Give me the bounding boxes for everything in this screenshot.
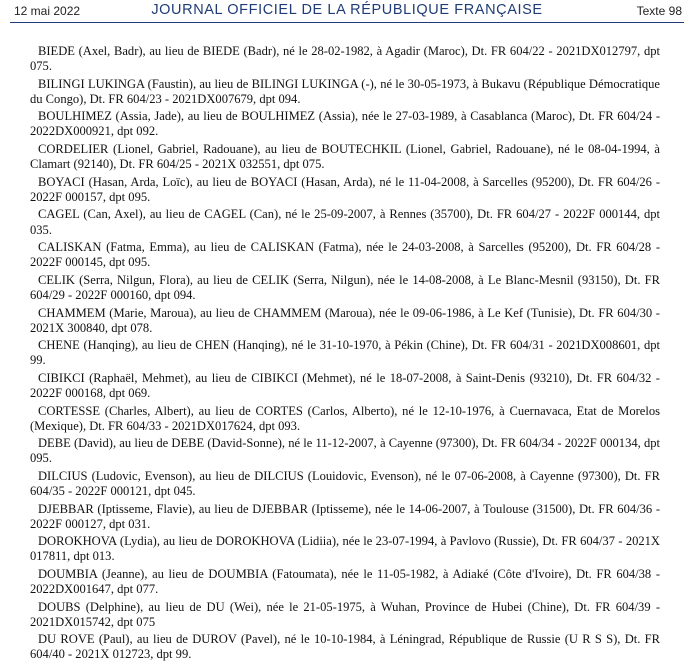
page-header [0, 0, 694, 26]
list-item: CHENE (Hanqing), au lieu de CHEN (Hanqing), né le 31-10-1970, à Pékin (Chine), Dt. FR 604/31 - 2021DX008601, dpt 99. [30, 338, 660, 368]
list-item: CAGEL (Can, Axel), au lieu de CAGEL (Can), né le 25-09-2007, à Rennes (35700), Dt. FR 604/27 - 2022F 000144, dpt 035. [30, 207, 660, 237]
list-item: CELIK (Serra, Nilgun, Flora), au lieu de CELIK (Serra, Nilgun), née le 14-08-2008, à Le Blanc-Mesnil (93150), Dt. FR 604/29 - 2022F 000160, dpt 094. [30, 272, 660, 302]
list-item: CORDELIER (Lionel, Gabriel, Radouane), au lieu de BOUTECHKIL (Lionel, Gabriel, Radouane), né le 08-04-1994, à Clamart (92140), Dt. FR 604/25 - 2021X 032551, dpt 075. [30, 142, 660, 172]
list-item: DOUMBIA (Jeanne), au lieu de DOUMBIA (Fatoumata), née le 11-05-1982, à Adiaké (Côte d'Ivoire), Dt. FR 604/38 - 2022DX001647, dpt 077. [30, 567, 660, 597]
list-item: CORTESSE (Charles, Albert), au lieu de CORTES (Carlos, Alberto), né le 12-10-1976, à Cuernavaca, Etat de Morelos (Mexique), Dt. FR 604/33 - 2021DX017624, dpt 093. [30, 403, 660, 433]
journal-title: JOURNAL OFFICIEL DE LA RÉPUBLIQUE FRANÇAISE [151, 2, 543, 18]
list-item: BOULHIMEZ (Assia, Jade), au lieu de BOULHIMEZ (Assia), née le 27-03-1989, à Casablanca (Maroc), Dt. FR 604/24 - 2022DX000921, dpt 092. [30, 109, 660, 139]
publication-date: 12 mai 2022 [14, 4, 81, 18]
list-item: DOROKHOVA (Lydia), au lieu de DOROKHOVA (Lidiia), née le 23-07-1994, à Pavlovo (Russie), Dt. FR 604/37 - 2021X 017811, dpt 013. [30, 534, 660, 564]
text-number: Texte 98 [636, 4, 682, 18]
list-item: CALISKAN (Fatma, Emma), au lieu de CALISKAN (Fatma), née le 24-03-2008, à Sarcelles (95200), Dt. FR 604/28 - 2022F 000145, dpt 095. [30, 240, 660, 270]
list-item: DEBE (David), au lieu de DEBE (David-Sonne), né le 11-12-2007, à Cayenne (97300), Dt. FR 604/34 - 2022F 000134, dpt 095. [30, 436, 660, 466]
list-item: DOUBS (Delphine), au lieu de DU (Wei), née le 21-05-1975, à Wuhan, Province de Hubei (Chine), Dt. FR 604/39 - 2021DX015742, dpt 075 [30, 599, 660, 629]
list-item: BILINGI LUKINGA (Faustin), au lieu de BILINGI LUKINGA (-), né le 30-05-1973, à Bukavu (République Démocratique du Congo), Dt. FR 604/23 - 2021DX007679, dpt 094. [30, 76, 660, 106]
list-item: CIBIKCI (Raphaël, Mehmet), au lieu de CIBIKCI (Mehmet), né le 18-07-2008, à Saint-Denis (93210), Dt. FR 604/32 - 2022F 000168, dpt 069. [30, 370, 660, 400]
list-item: DU ROVE (Paul), au lieu de DUROV (Pavel), né le 10-10-1984, à Léningrad, République de Russie (U R S S), Dt. FR 604/40 - 2021X 012723, dpt 99. [30, 632, 660, 662]
header-divider [10, 22, 684, 23]
name-change-list [30, 44, 660, 665]
list-item: CHAMMEM (Marie, Maroua), au lieu de CHAMMEM (Maroua), née le 09-06-1986, à Le Kef (Tunisie), Dt. FR 604/30 - 2021X 300840, dpt 078. [30, 305, 660, 335]
list-item: BIEDE (Axel, Badr), au lieu de BIEDE (Badr), né le 28-02-1982, à Agadir (Maroc), Dt. FR 604/22 - 2021DX012797, dpt 075. [30, 44, 660, 74]
list-item: DJEBBAR (Iptisseme, Flavie), au lieu de DJEBBAR (Iptisseme), née le 14-06-2007, à Toulouse (31500), Dt. FR 604/36 - 2022F 000127, dpt 031. [30, 501, 660, 531]
list-item: BOYACI (Hasan, Arda, Loïc), au lieu de BOYACI (Hasan, Arda), né le 11-04-2008, à Sarcelles (95200), Dt. FR 604/26 - 2022F 000157, dpt 095. [30, 174, 660, 204]
list-item: DILCIUS (Ludovic, Evenson), au lieu de DILCIUS (Louidovic, Evenson), né le 07-06-2008, à Cayenne (97300), Dt. FR 604/35 - 2022F 000121, dpt 045. [30, 468, 660, 499]
